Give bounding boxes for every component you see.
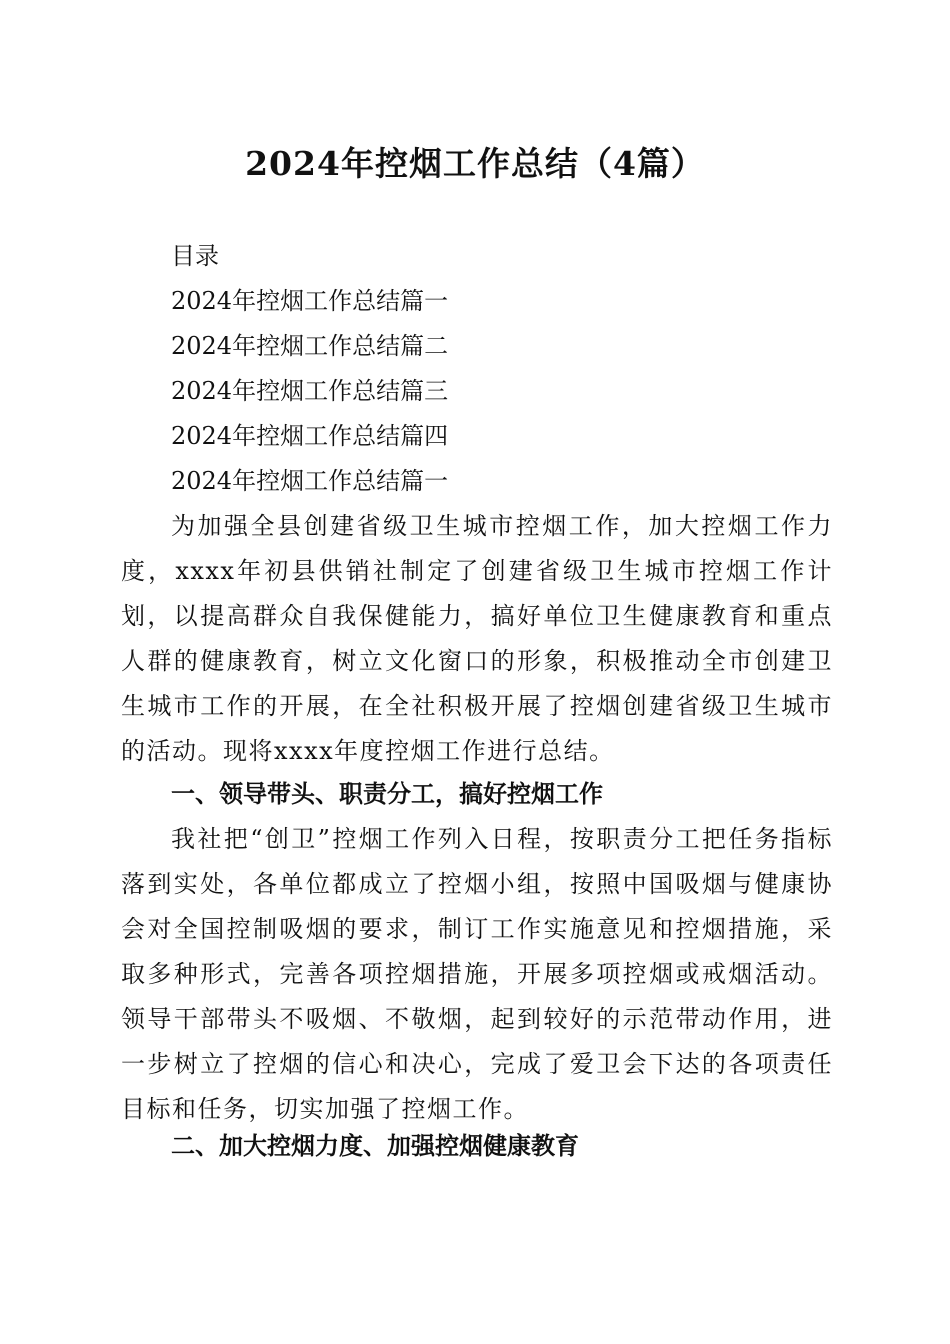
paragraph: 为加强全县创建省级卫生城市控烟工作，加大控烟工作力度，xxxx年初县供销社制定了创建省级卫生城市控烟工作计划，以提高群众自我保健能力，搞好单位卫生健康教育和重点人群的健康教育，树立文化窗口的形象，积极推动全市创建卫生城市工作的开展，在全社积极开展了控烟创建省级卫生城市的活动。现将xxxx年度控烟工作进行总结。 — [121, 512, 833, 765]
table-of-contents — [171, 234, 448, 504]
toc-label: 目录 — [171, 242, 219, 270]
document-title: 2024年控烟工作总结（4篇） — [245, 144, 705, 183]
toc-item[interactable]: 2024年控烟工作总结篇一 — [171, 287, 449, 315]
section-heading: 二、加大控烟力度、加强控烟健康教育 — [171, 1132, 579, 1160]
toc-item[interactable]: 2024年控烟工作总结篇二 — [171, 332, 449, 360]
section-title: 2024年控烟工作总结篇一 — [171, 467, 449, 495]
toc-item[interactable]: 2024年控烟工作总结篇三 — [171, 377, 449, 405]
body-text-1 — [121, 504, 833, 774]
section-heading: 一、领导带头、职责分工，搞好控烟工作 — [171, 780, 603, 808]
paragraph: 我社把“创卫”控烟工作列入日程，按职责分工把任务指标落到实处，各单位都成立了控烟小组，按照中国吸烟与健康协会对全国控制吸烟的要求，制订工作实施意见和控烟措施，采取多种形式，完善各项控烟措施，开展多项控烟或戒烟活动。领导干部带头不吸烟、不敬烟，起到较好的示范带动作用，进一步树立了控烟的信心和决心，完成了爱卫会下达的各项责任目标和任务，切实加强了控烟工作。 — [121, 825, 833, 1123]
toc-item[interactable]: 2024年控烟工作总结篇四 — [171, 422, 449, 450]
body-text-2 — [121, 817, 833, 1132]
